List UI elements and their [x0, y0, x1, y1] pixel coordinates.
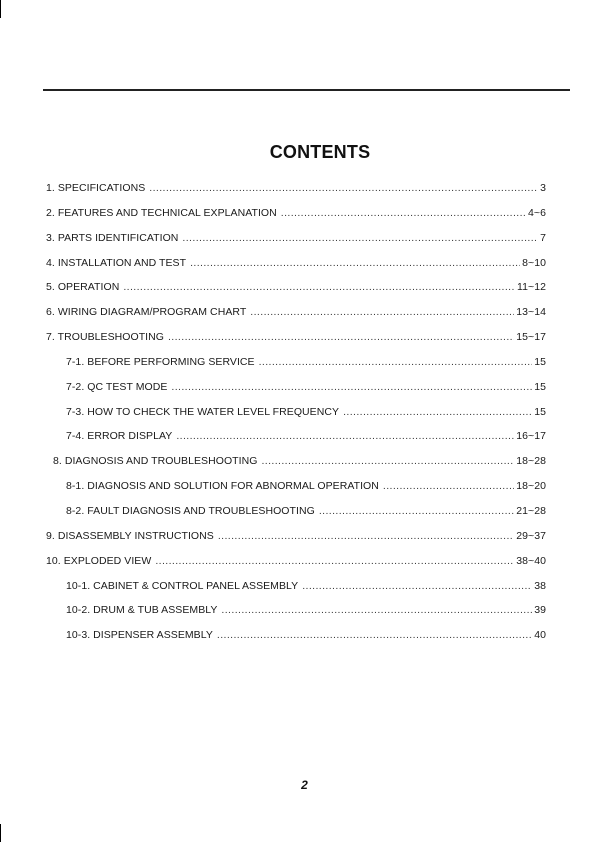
- toc-entry-label: 2. FEATURES AND TECHNICAL EXPLANATION: [46, 206, 277, 219]
- header-rule: [43, 89, 570, 91]
- toc-leader-dots: [221, 604, 532, 616]
- toc-entry-page: 11~12: [517, 281, 546, 294]
- toc-entry-cabinet-assembly[interactable]: [46, 580, 546, 605]
- toc-leader-dots: [182, 232, 538, 244]
- toc-leader-dots: [261, 455, 514, 467]
- toc-entry-label: 6. WIRING DIAGRAM/PROGRAM CHART: [46, 306, 247, 319]
- toc-entry-label: 8. DIAGNOSIS AND TROUBLESHOOTING: [53, 455, 258, 468]
- toc-entry-label: 7-3. HOW TO CHECK THE WATER LEVEL FREQUENCY: [66, 405, 340, 418]
- toc-entry-page: 38: [534, 579, 546, 592]
- toc-entry-specifications[interactable]: [46, 182, 546, 207]
- toc-entry-page: 15~17: [516, 331, 546, 344]
- table-of-contents: [46, 182, 546, 654]
- toc-leader-dots: [176, 430, 514, 442]
- toc-entry-page: 15: [534, 380, 546, 393]
- toc-entry-parts-identification[interactable]: [46, 232, 546, 257]
- toc-leader-dots: [217, 629, 532, 641]
- toc-entry-label: 3. PARTS IDENTIFICATION: [46, 231, 179, 244]
- toc-entry-fault-diagnosis[interactable]: [46, 505, 546, 530]
- toc-entry-disassembly[interactable]: [46, 530, 546, 555]
- toc-entry-troubleshooting[interactable]: [46, 331, 546, 356]
- toc-entry-label: 10-1. CABINET & CONTROL PANEL ASSEMBLY: [66, 579, 299, 592]
- toc-entry-label: 9. DISASSEMBLY INSTRUCTIONS: [46, 529, 214, 542]
- toc-leader-dots: [190, 257, 520, 269]
- toc-entry-operation[interactable]: [46, 281, 546, 306]
- toc-entry-dispenser-assembly[interactable]: [46, 629, 546, 654]
- crop-mark-top: [0, 0, 1, 18]
- toc-leader-dots: [168, 331, 514, 343]
- toc-entry-installation[interactable]: [46, 257, 546, 282]
- toc-entry-wiring-diagram[interactable]: [46, 306, 546, 331]
- toc-leader-dots: [281, 207, 526, 219]
- toc-entry-page: 3: [540, 182, 546, 194]
- toc-entry-label: 1. SPECIFICATIONS: [46, 182, 146, 194]
- toc-leader-dots: [155, 555, 514, 567]
- toc-entry-page: 15: [534, 405, 546, 418]
- toc-entry-abnormal-operation[interactable]: [46, 480, 546, 505]
- toc-leader-dots: [319, 505, 514, 517]
- toc-entry-page: 40: [534, 629, 546, 642]
- toc-entry-exploded-view[interactable]: [46, 555, 546, 580]
- crop-mark-bottom: [0, 824, 1, 842]
- toc-entry-features[interactable]: [46, 207, 546, 232]
- toc-entry-page: 13~14: [516, 306, 546, 319]
- toc-entry-page: 18~20: [516, 480, 546, 493]
- toc-entry-label: 5. OPERATION: [46, 281, 120, 294]
- toc-leader-dots: [259, 356, 533, 368]
- toc-entry-page: 4~6: [528, 206, 546, 219]
- toc-leader-dots: [123, 281, 515, 293]
- toc-entry-error-display[interactable]: [46, 430, 546, 455]
- toc-entry-label: 10. EXPLODED VIEW: [46, 554, 152, 567]
- toc-entry-label: 7-4. ERROR DISPLAY: [66, 430, 173, 443]
- toc-entry-label: 7-1. BEFORE PERFORMING SERVICE: [66, 355, 255, 368]
- toc-entry-label: 7. TROUBLESHOOTING: [46, 331, 164, 344]
- toc-leader-dots: [343, 406, 532, 418]
- toc-entry-drum-tub-assembly[interactable]: [46, 604, 546, 629]
- toc-leader-dots: [302, 580, 532, 592]
- toc-entry-page: 29~37: [516, 529, 546, 542]
- toc-entry-page: 16~17: [516, 430, 546, 443]
- toc-entry-label: 8-2. FAULT DIAGNOSIS AND TROUBLESHOOTING: [66, 504, 315, 517]
- toc-entry-page: 15: [534, 355, 546, 368]
- toc-entry-page: 21~28: [516, 504, 546, 517]
- page-title: CONTENTS: [269, 142, 371, 162]
- toc-entry-label: 10-3. DISPENSER ASSEMBLY: [66, 629, 213, 642]
- toc-leader-dots: [250, 306, 514, 318]
- toc-entry-page: 18~28: [516, 455, 546, 468]
- toc-entry-water-level-frequency[interactable]: [46, 406, 546, 431]
- toc-entry-label: 8-1. DIAGNOSIS AND SOLUTION FOR ABNORMAL OPERATION: [66, 480, 379, 493]
- toc-entry-page: 7: [540, 231, 546, 244]
- toc-leader-dots: [149, 182, 538, 194]
- toc-entry-page: 8~10: [522, 256, 546, 269]
- toc-entry-label: 7-2. QC TEST MODE: [66, 380, 168, 393]
- toc-entry-qc-test-mode[interactable]: [46, 381, 546, 406]
- toc-entry-label: 10-2. DRUM & TUB ASSEMBLY: [66, 604, 218, 617]
- toc-leader-dots: [383, 480, 514, 492]
- toc-leader-dots: [218, 530, 514, 542]
- toc-entry-diagnosis[interactable]: [46, 455, 546, 480]
- page-number: 2: [301, 778, 308, 792]
- toc-entry-label: 4. INSTALLATION AND TEST: [46, 256, 187, 269]
- toc-entry-before-service[interactable]: [46, 356, 546, 381]
- toc-entry-page: 38~40: [516, 554, 546, 567]
- toc-entry-page: 39: [534, 604, 546, 617]
- toc-leader-dots: [171, 381, 532, 393]
